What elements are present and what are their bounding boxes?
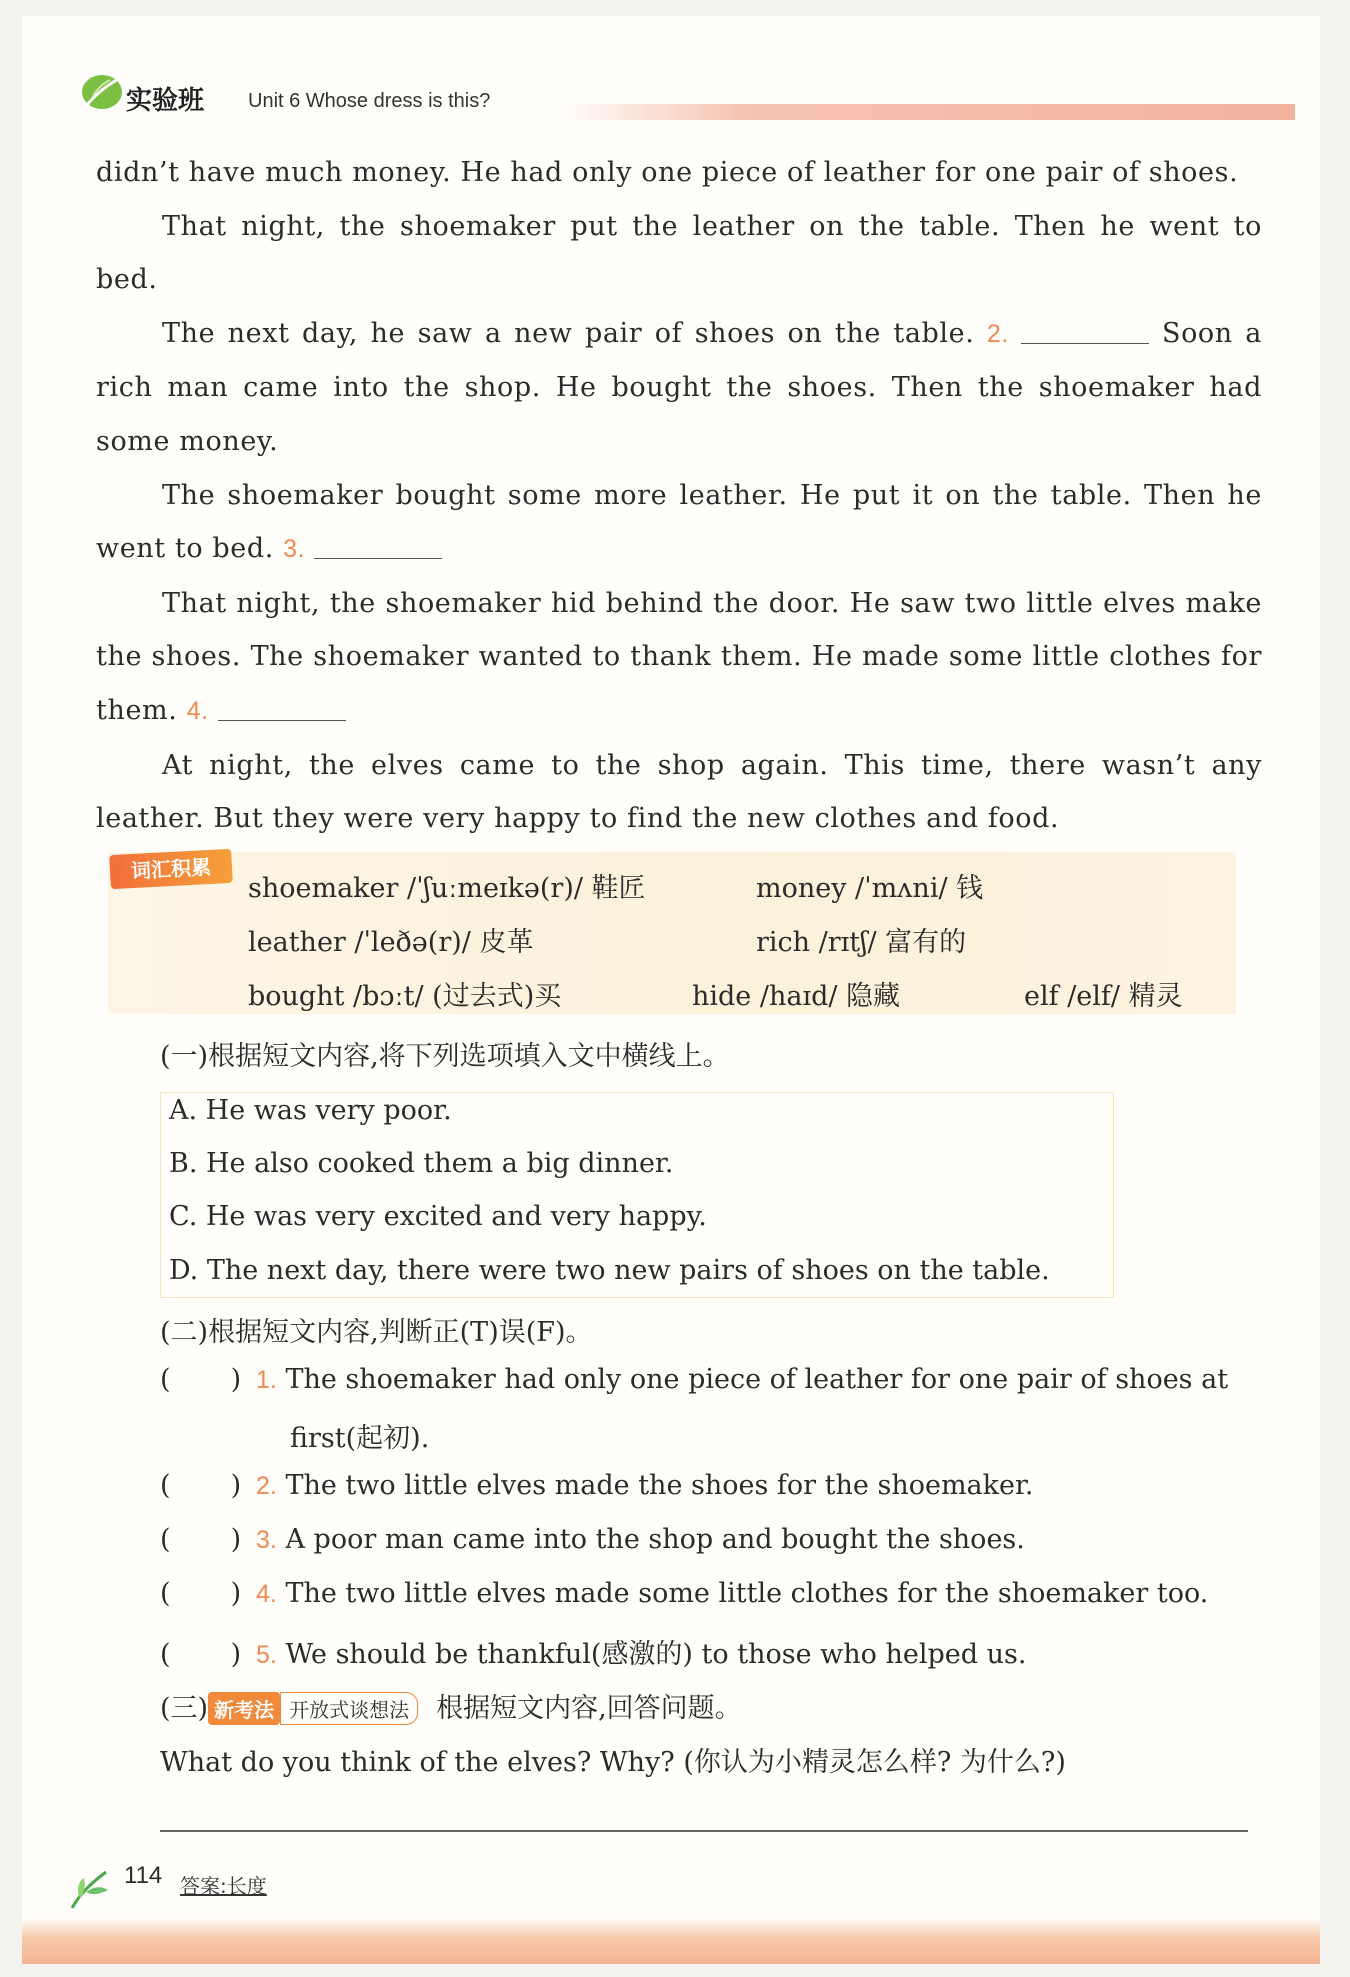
item-text: The two little elves made some little clothes for the shoemaker too. — [285, 1578, 1209, 1609]
footer-band — [22, 1918, 1320, 1964]
option-d: D. The next day, there were two new pairs of shoes on the table. — [169, 1255, 1050, 1286]
answer-paren[interactable]: ( ) — [160, 1524, 242, 1555]
passage-paragraph-2: That night, the shoemaker put the leather on the table. Then he went to bed. — [96, 210, 1262, 296]
item-text: The shoemaker had only one piece of leather for one pair of shoes at — [285, 1364, 1229, 1395]
header-band — [560, 104, 1295, 120]
answer-paren[interactable]: ( ) — [160, 1578, 242, 1609]
item-number: 1. — [256, 1366, 277, 1394]
part3-title — [160, 1686, 742, 1725]
tf-item-4 — [160, 1578, 1208, 1609]
page-number: 114 — [124, 1862, 163, 1889]
option-b: B. He also cooked them a big dinner. — [169, 1148, 674, 1179]
part2-title: (二)根据短文内容,判断正(T)误(F)。 — [160, 1317, 593, 1348]
passage-paragraph-5 — [96, 577, 1262, 739]
item-text: We should be thankful(感激的) to those who helped us. — [285, 1639, 1027, 1670]
option-a: A. He was very poor. — [169, 1095, 452, 1126]
unit-title: Unit 6 Whose dress is this? — [248, 90, 491, 112]
passage — [96, 146, 1262, 846]
tf-item-1-cont: first(起初). — [290, 1423, 430, 1454]
paragraph-text: That night, the shoemaker hid behind the door. He saw two little elves make the shoes. The shoemaker wanted to thank them. He made some little clothes for them. — [96, 587, 1262, 726]
vocab-item: rich /rɪtʃ/ 富有的 — [756, 927, 967, 958]
tf-item-2 — [160, 1470, 1034, 1501]
vocab-tag: 词汇积累 — [109, 849, 233, 889]
new-method-tag: 新考法 — [208, 1692, 280, 1725]
paragraph-text: The next day, he saw a new pair of shoes on the table. — [162, 317, 975, 349]
answer-blank[interactable] — [1021, 315, 1149, 344]
item-number: 5. — [256, 1641, 277, 1669]
vocab-item: money /ˈmʌni/ 钱 — [756, 873, 984, 904]
leaf-sprout-icon — [66, 1864, 112, 1912]
options-box — [160, 1092, 1114, 1298]
item-number: 3. — [256, 1526, 277, 1554]
part3-question: What do you think of the elves? Why? (你认为小精灵怎么样? 为什么?) — [160, 1747, 1066, 1778]
part1-title: (一)根据短文内容,将下列选项填入文中横线上。 — [160, 1041, 730, 1072]
answer-line[interactable] — [160, 1830, 1248, 1832]
tf-item-1 — [160, 1364, 1228, 1395]
paragraph-text: The shoemaker bought some more leather. He put it on the table. Then he went to bed. — [96, 479, 1262, 565]
answer-paren[interactable]: ( ) — [160, 1470, 242, 1501]
vocab-item: leather /ˈleðə(r)/ 皮革 — [248, 927, 534, 958]
item-text: The two little elves made the shoes for the shoemaker. — [285, 1470, 1034, 1501]
blank-number: 3. — [283, 535, 306, 564]
item-text: A poor man came into the shop and bought the shoes. — [285, 1524, 1025, 1555]
part3-prefix: (三) — [160, 1693, 209, 1724]
brand-title: 实验班 — [126, 86, 205, 116]
tf-item-5 — [160, 1632, 1026, 1671]
vocab-item: elf /elf/ 精灵 — [1024, 981, 1183, 1012]
open-thinking-tag: 开放式谈想法 — [280, 1692, 418, 1725]
item-number: 4. — [256, 1580, 277, 1608]
answer-paren[interactable]: ( ) — [160, 1364, 242, 1395]
blank-number: 2. — [986, 319, 1009, 348]
part3-instruction: 根据短文内容,回答问题。 — [436, 1693, 742, 1724]
vocab-item: hide /haɪd/ 隐藏 — [692, 981, 901, 1012]
passage-paragraph-6: At night, the elves came to the shop again. This time, there wasn’t any leather. But they were very happy to find the new clothes and food. — [96, 749, 1262, 835]
answer-note: 答案:长度 — [180, 1874, 267, 1898]
item-number: 2. — [256, 1472, 277, 1500]
answer-paren[interactable]: ( ) — [160, 1639, 242, 1670]
vocab-item: bought /bɔːt/ (过去式)买 — [248, 981, 562, 1012]
tf-item-3 — [160, 1524, 1025, 1555]
paragraph-text: Soon a rich man came into the shop. He bought the shoes. Then the shoemaker had some money. — [96, 317, 1262, 457]
leaf-logo-icon — [80, 72, 124, 112]
vocab-item: shoemaker /ˈʃuːmeɪkə(r)/ 鞋匠 — [248, 873, 646, 904]
passage-paragraph-3 — [96, 307, 1262, 469]
answer-blank[interactable] — [314, 530, 442, 559]
passage-paragraph-4 — [96, 469, 1262, 577]
answer-blank[interactable] — [218, 692, 346, 721]
option-c: C. He was very excited and very happy. — [169, 1201, 707, 1232]
passage-paragraph-1: didn’t have much money. He had only one piece of leather for one pair of shoes. — [96, 157, 1239, 188]
blank-number: 4. — [186, 696, 209, 725]
